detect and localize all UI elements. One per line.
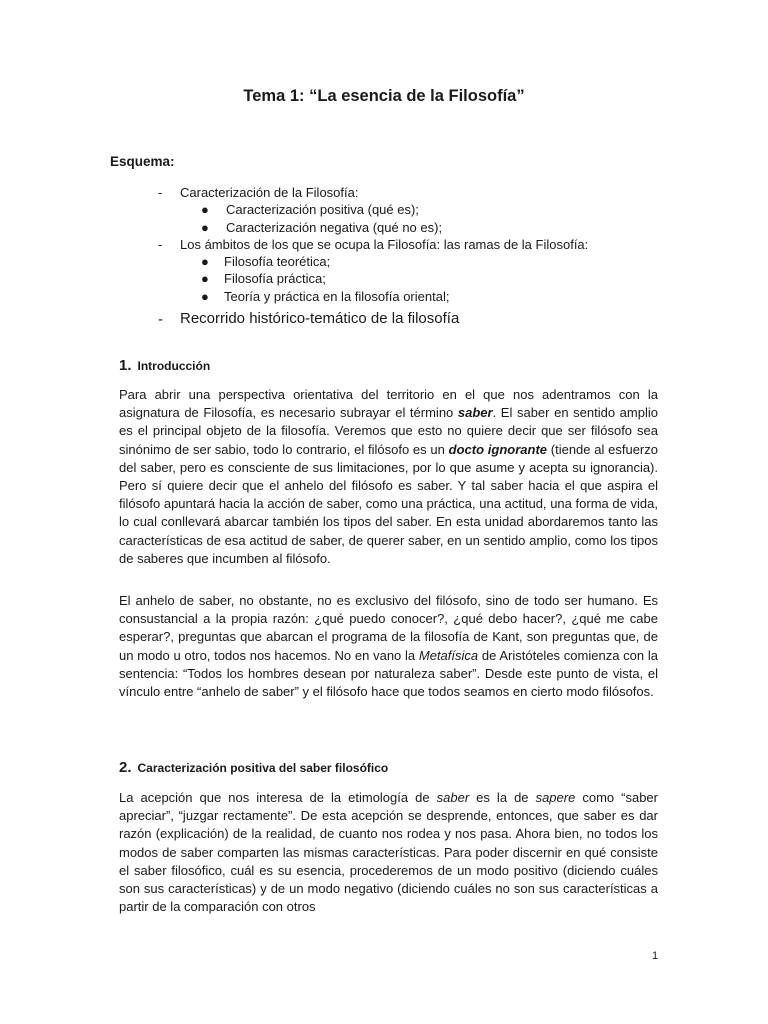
text-run: es la de (469, 790, 536, 805)
bullet-icon: ● (201, 219, 209, 235)
section-1-number: 1. (119, 357, 132, 374)
section-2-number: 2. (119, 759, 132, 776)
text-run: Para abrir una perspectiva orientativa del territorio en el que nos adentramos con la asignatura de Filosofía, es necesario subrayar el término (119, 387, 658, 421)
section-2-title: Caracterización positiva del saber filosófico (137, 761, 389, 775)
emphasis-text: sapere (535, 790, 576, 805)
emphasis-text: Metafísica (418, 647, 479, 663)
outline-item: - Caracterización de la Filosofía: (158, 185, 359, 200)
page-number: 1 (652, 950, 659, 962)
section-2-heading (119, 759, 388, 776)
schema-label: Esquema: (110, 154, 175, 169)
emphasis-text: saber (457, 405, 493, 421)
bullet-icon: ● (201, 254, 209, 270)
outline-item: - Los ámbitos de los que se ocupa la Filosofía: las ramas de la Filosofía: (158, 236, 589, 252)
outline-subitem: ● Filosofía teorética; (201, 254, 331, 270)
outline-subitem: ● Filosofía práctica; (201, 271, 326, 287)
section-1-heading (119, 357, 210, 374)
schema-outline (0, 184, 768, 328)
dash-bullet-icon: - (158, 185, 163, 200)
section-1-paragraph-1 (119, 386, 658, 568)
section-1-paragraph-2 (119, 592, 658, 701)
emphasis-text: saber (436, 790, 470, 805)
bullet-icon: ● (201, 288, 209, 304)
outline-subitem: ● Caracterización positiva (qué es); (201, 202, 419, 218)
outline-subitem: ● Caracterización negativa (qué no es); (201, 219, 443, 235)
outline-item: - Recorrido histórico-temático de la filosofía (158, 310, 460, 329)
dash-bullet-icon: - (158, 311, 163, 329)
bullet-icon: ● (201, 271, 209, 287)
emphasis-text: docto ignorante (448, 441, 547, 457)
document-title: Tema 1: “La esencia de la Filosofía” (243, 87, 525, 105)
outline-subitem: ● Teoría y práctica en la filosofía oriental; (201, 288, 450, 304)
section-2-paragraph-1 (119, 789, 658, 916)
bullet-icon: ● (201, 202, 209, 218)
text-run: . El saber en sentido amplio es el principal objeto de la filosofía. Veremos que esto no quiere decir que ser filósofo sea sinónimo de ser sabio, todo lo contrario, el filósofo es un (119, 405, 658, 457)
text-run: de Aristóteles comienza con la sentencia: “Todos los hombres desean por naturaleza saber”. Desde este punto de vista, el vínculo entre “anhelo de saber” y el filósofo hace que todos seamos en cierto modo filósofos. (119, 647, 658, 700)
text-run: La acepción que nos interesa de la etimología de (119, 790, 437, 805)
section-1-title: Introducción (137, 359, 211, 373)
text-run: (tiende al esfuerzo del saber, pero es consciente de sus limitaciones, por lo que asume y acepta su ignorancia). Pero sí quiere decir que el anhelo del filósofo es saber. Y tal saber hacia el que aspira el filósofo apuntará hacia la acción de saber, como una práctica, una actitud, una forma de vida, lo cual conllevará abarcar también los tipos del saber. En esta unidad abordaremos tanto las características de esa actitud de saber, de querer saber, en un sentido amplio, como los tipos de saberes que incumben al filósofo. (119, 441, 658, 566)
text-run: como “saber apreciar”, “juzgar rectamente”. De esta acepción se desprende, entonces, que saber es dar razón (explicación) de la realidad, de cuanto nos rodea y nos pasa. Ahora bien, no todos los modos de saber comparten las mismas características. Para poder discernir en qué consiste el saber filosófico, cuál es su esencia, procederemos de un modo positivo (diciendo cuáles son sus características) y de un modo negativo (diciendo cuáles no son sus características a partir de la comparación con otros (119, 790, 658, 915)
dash-bullet-icon: - (158, 236, 163, 252)
text-run: El anhelo de saber, no obstante, no es exclusivo del filósofo, sino de todo ser humano. Es consustancial a la propia razón: ¿qué puedo conocer?, ¿qué debo hacer?, ¿qué me cabe esperar?, preguntas que abarcan el programa de la filosofía de Kant, son preguntas que, de un modo u otro, todos nos hacemos. No en vano la (119, 593, 658, 663)
